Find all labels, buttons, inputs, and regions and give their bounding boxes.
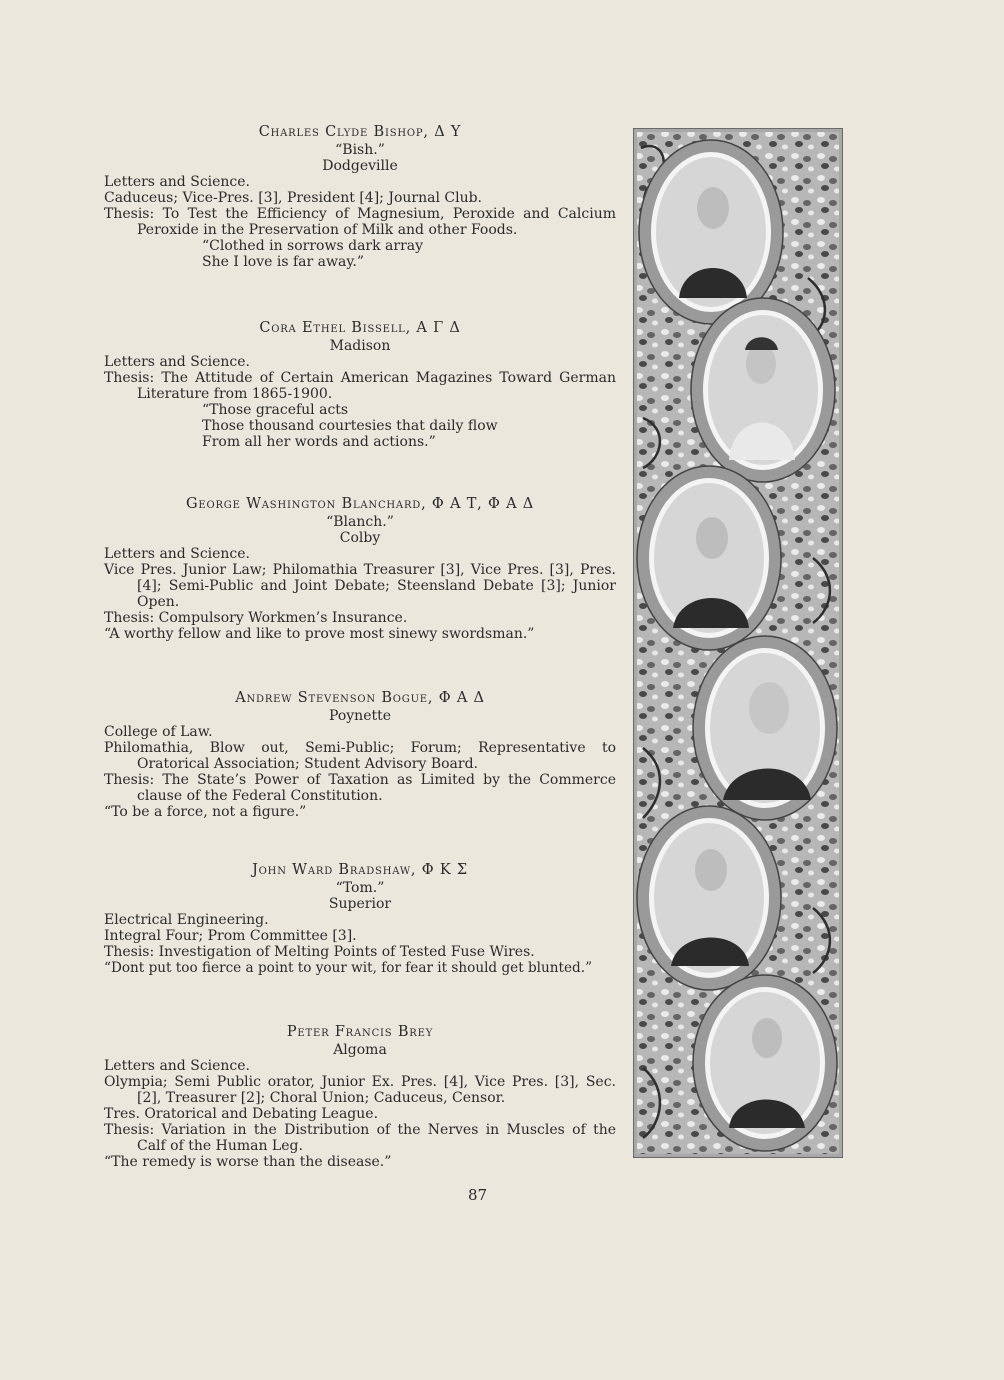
entry-quote: From all her words and actions.” [202, 434, 436, 450]
entry-nickname: “Tom.” [335, 880, 385, 896]
entry-line: Tres. Oratorical and Debating League. [104, 1106, 379, 1122]
entry-quote: “Dont put too fierce a point to your wit, for fear it should get blunted.” [104, 960, 593, 976]
portrait-panel [633, 128, 843, 1158]
entry-line: Letters and Science. [104, 546, 251, 562]
entry-brey [104, 1024, 616, 1170]
entry-quote: “Clothed in sorrows dark array [202, 238, 424, 254]
entry-thesis: Thesis: Investigation of Melting Points of Tested Fuse Wires. [104, 944, 535, 960]
entry-line: Letters and Science. [104, 1058, 251, 1074]
portrait-brey [693, 975, 837, 1151]
portrait-bissell [691, 298, 835, 482]
entry-quote: “To be a force, not a figure.” [104, 804, 307, 820]
entry-name: Peter Francis Brey [286, 1024, 434, 1040]
entry-quote: “Those graceful acts [202, 402, 349, 418]
entry-bishop [104, 124, 616, 270]
entry-name: Andrew Stevenson Bogue, Φ Α Δ [235, 690, 485, 706]
entry-quote: “A worthy fellow and like to prove most sinewy swordsman.” [104, 626, 535, 642]
entry-thesis: Thesis: Compulsory Workmen’s Insurance. [104, 610, 408, 626]
entry-bissell [104, 320, 616, 450]
entry-line: Letters and Science. [104, 174, 251, 190]
portrait-panel-art [633, 128, 843, 1158]
entry-quote: She I love is far away.” [202, 254, 364, 270]
entry-line: Caduceus; Vice-Pres. [3], President [4]; Journal Club. [104, 190, 482, 206]
entry-nickname: “Bish.” [335, 142, 385, 158]
entry-hometown: Poynette [328, 708, 392, 724]
entry-activities: Vice Pres. Junior Law; Philomathia Treasurer [3], Vice Pres. [3], Pres. [4]; Semi-Public and Joint Debate; Steensland Debate [3]; Junior Open. [104, 562, 616, 610]
entry-thesis: Thesis: Variation in the Distribution of the Nerves in Muscles of the Calf of the Human Leg. [104, 1122, 616, 1154]
portrait-bogue [693, 636, 837, 820]
entry-quote: “The remedy is worse than the disease.” [104, 1154, 392, 1170]
entry-bradshaw [104, 862, 616, 976]
entry-name: George Washington Blanchard, Φ Α Τ, Φ Α Δ [185, 496, 535, 512]
entry-blanchard [104, 496, 616, 642]
entry-thesis: Thesis: The Attitude of Certain American Magazines Toward German Literature from 1865-1900. [104, 370, 616, 402]
entry-activities: Philomathia, Blow out, Semi-Public; Forum; Representative to Oratorical Association; Student Advisory Board. [104, 740, 616, 772]
portrait-blanchard [637, 466, 781, 650]
entry-name: John Ward Bradshaw, Φ Κ Σ [252, 862, 468, 878]
entry-hometown: Dodgeville [322, 158, 398, 174]
entry-line: Electrical Engineering. [104, 912, 269, 928]
entry-quote: Those thousand courtesies that daily flow [202, 418, 498, 434]
entry-thesis: Thesis: The State’s Power of Taxation as Limited by the Commerce clause of the Federal Constitution. [104, 772, 616, 804]
portrait-bishop [639, 140, 783, 324]
entry-nickname: “Blanch.” [326, 514, 394, 530]
entry-hometown: Superior [328, 896, 392, 912]
entry-name: Charles Clyde Bishop, Δ Υ [258, 124, 462, 140]
entry-line: Letters and Science. [104, 354, 251, 370]
entry-line: College of Law. [104, 724, 213, 740]
page-number: 87 [468, 1186, 488, 1204]
entry-hometown: Algoma [333, 1042, 387, 1058]
portrait-bradshaw [637, 806, 781, 990]
entry-hometown: Colby [339, 530, 381, 546]
entry-name: Cora Ethel Bissell, Α Γ Δ [259, 320, 461, 336]
entry-hometown: Madison [329, 338, 391, 354]
entry-line: Integral Four; Prom Committee [3]. [104, 928, 357, 944]
entry-bogue [104, 690, 616, 820]
entry-activities: Olympia; Semi Public orator, Junior Ex. Pres. [4], Vice Pres. [3], Sec. [2], Treasurer [2]; Choral Union; Caduceus, Censor. [104, 1074, 616, 1106]
entry-thesis: Thesis: To Test the Efficiency of Magnesium, Peroxide and Calcium Peroxide in the Preservation of Milk and other Foods. [104, 206, 616, 238]
